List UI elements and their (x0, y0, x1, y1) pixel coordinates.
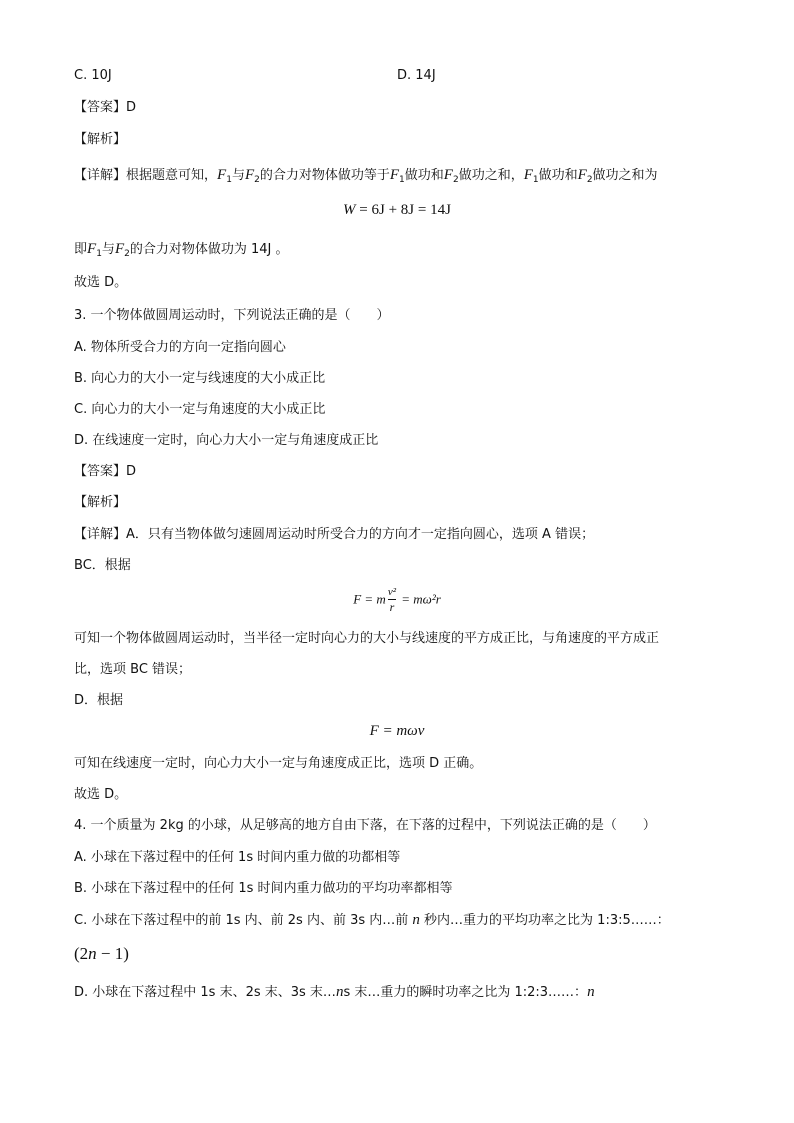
symbol-f2: F (577, 167, 587, 183)
q4-stem: 4. 一个质量为 2kg 的小球，从足够高的地方自由下落，在下落的过程中，下列说法正确的是（ ） (74, 818, 656, 833)
q2-detail (74, 166, 658, 189)
formula-text: (2 (74, 944, 89, 963)
subscript: 2 (124, 249, 130, 259)
q4-option-c-continued (74, 945, 129, 965)
q3-formula-2 (0, 723, 794, 740)
option-text: s 末…重力的瞬时功率之比为 1:2:3……： (343, 985, 588, 1000)
detail-text: 做功之和为 (592, 168, 658, 183)
formula-text: = 6J + 8J = 14J (355, 202, 451, 218)
formula-text: F = m (353, 591, 386, 607)
q2-choose: 故选 D。 (74, 275, 128, 290)
symbol-n: n (335, 984, 344, 1000)
subscript: 1 (532, 175, 539, 185)
q4-option-a: A. 小球在下落过程中的任何 1s 时间内重力做的功都相等 (74, 850, 401, 865)
symbol-n: n (88, 944, 97, 963)
q3-detail-a (74, 526, 594, 544)
subscript: 2 (254, 175, 260, 185)
q3-option-b: B. 向心力的大小一定与线速度的大小成正比 (74, 371, 326, 386)
option-text: C. 小球在下落过程中的前 1s 内、前 2s 内、前 3s 内…前 (74, 913, 413, 928)
answer-tag: 【答案】 (74, 464, 127, 479)
detail-text: 与 (231, 168, 245, 183)
symbol-f1: F (523, 167, 533, 183)
detail-text: A．只有当物体做匀速圆周运动时所受合力的方向才一定指向圆心，选项 A 错误； (126, 527, 595, 542)
q3-bc-intro: BC．根据 (74, 558, 131, 573)
q2-analysis-tag: 【解析】 (74, 132, 127, 147)
q3-bc-text-2: 比，选项 BC 错误； (74, 662, 192, 677)
symbol-f1: F (87, 241, 97, 257)
subscript: 1 (399, 175, 405, 185)
q3-formula-1 (0, 586, 794, 614)
symbol-n: n (587, 984, 595, 1000)
fraction-denominator: r (389, 600, 395, 614)
q2-answer (74, 99, 136, 117)
formula-text: = mω²r (398, 591, 441, 607)
conclusion-text: 的合力对物体做功为 14J 。 (129, 242, 289, 257)
q4-option-d (74, 983, 595, 1002)
subscript: 2 (586, 175, 593, 185)
fraction-numerator: v² (387, 586, 396, 598)
q2-formula (0, 202, 794, 219)
q3-bc-text-1: 可知一个物体做圆周运动时，当半径一定时向心力的大小与线速度的平方成正比，与角速度的平方成正 (74, 631, 660, 646)
symbol-f2: F (114, 241, 125, 257)
q3-option-a: A. 物体所受合力的方向一定指向圆心 (74, 340, 286, 355)
detail-tag: 【详解】 (74, 527, 127, 542)
conclusion-text: 与 (101, 242, 115, 257)
q3-d-text: 可知在线速度一定时，向心力大小一定与角速度成正比，选项 D 正确。 (74, 756, 483, 771)
answer-value: D (126, 100, 137, 115)
detail-text: 的合力对物体做功等于 (259, 168, 390, 183)
q3-answer (74, 463, 136, 481)
q2-option-c: C. 10J (74, 68, 112, 83)
q3-option-d: D. 在线速度一定时，向心力大小一定与角速度成正比 (74, 433, 379, 448)
q3-choose: 故选 D。 (74, 787, 128, 802)
detail-text: 做功之和， (458, 168, 524, 183)
symbol-f1: F (389, 167, 400, 183)
formula-symbol: W (343, 202, 356, 218)
answer-tag: 【答案】 (74, 100, 127, 115)
formula-text: F = mωv (369, 723, 425, 739)
option-text: D. 小球在下落过程中 1s 末、2s 末、3s 末… (74, 985, 336, 1000)
detail-tag: 【详解】 (74, 168, 127, 183)
conclusion-text: 即 (74, 242, 88, 257)
detail-text: 根据题意可知， (126, 168, 218, 183)
symbol-n: n (412, 912, 420, 928)
symbol-f2: F (244, 167, 255, 183)
q3-d-intro: D．根据 (74, 693, 124, 708)
q2-conclusion (74, 240, 289, 263)
subscript: 2 (452, 175, 459, 185)
q3-option-c: C. 向心力的大小一定与角速度的大小成正比 (74, 402, 326, 417)
subscript: 1 (226, 175, 232, 185)
q4-option-b: B. 小球在下落过程中的任何 1s 时间内重力做功的平均功率都相等 (74, 881, 453, 896)
symbol-f2: F (443, 167, 453, 183)
detail-text: 做功和 (538, 168, 578, 183)
q4-option-c (74, 911, 670, 930)
formula-text: − 1) (96, 944, 129, 963)
subscript: 1 (96, 249, 102, 259)
q3-stem: 3. 一个物体做圆周运动时，下列说法正确的是（ ） (74, 308, 390, 323)
q3-analysis-tag: 【解析】 (74, 495, 127, 510)
fraction (388, 586, 396, 614)
detail-text: 做功和 (404, 168, 444, 183)
q2-option-d: D. 14J (397, 68, 436, 83)
option-text: 秒内…重力的平均功率之比为 1:3:5……： (419, 913, 670, 928)
answer-value: D (126, 464, 137, 479)
symbol-f1: F (217, 167, 227, 183)
